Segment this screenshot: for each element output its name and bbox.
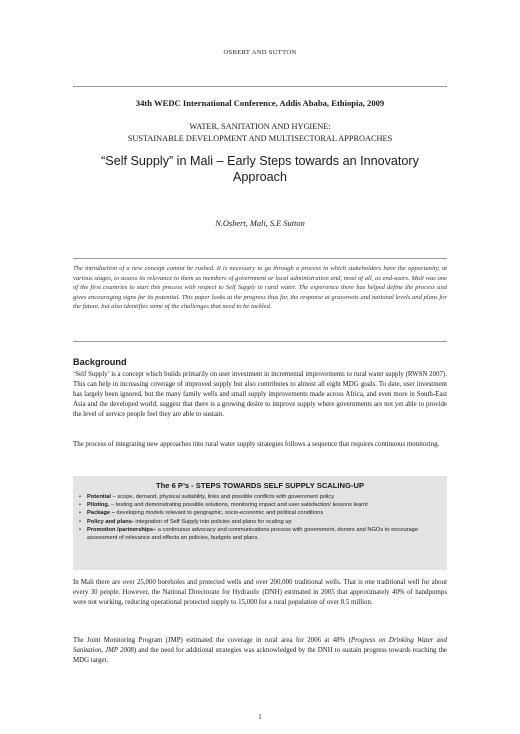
paper-title-line2: Approach [233, 170, 287, 184]
conference-theme-line1: WATER, SANITATION AND HYGIENE: [189, 122, 331, 131]
bullet-icon: • [79, 494, 81, 500]
page-number: 1 [258, 713, 262, 721]
paper-title-line1: “Self Supply” in Mali – Early Steps towards an Innovatory [101, 154, 419, 168]
list-item-term: Promotion /partnerships– [87, 526, 157, 533]
list-item-term: Potential [87, 494, 112, 500]
list-item [79, 501, 441, 509]
background-paragraph-1: ‘Self Supply’ is a concept which builds primarily on user investment in incremental improvements to rural water supply (RWSN 2007). This can help in increasing coverage of improved supply but also contributes to almost all eight MDG goals. To date, user investment has largely been ignored, but the many family wells and small supply improvements made across Africa, and even more in South-East Asia and the developed world, suggest that there is a growing desire to improve supply where governments are not yet able to provide the level of service people feel they are able to sustain. [73, 371, 447, 418]
six-ps-list [73, 493, 447, 542]
jmp-report-citation: Progress on Drinking Water and Sanitation, JMP 2008 [73, 637, 447, 654]
bullet-icon: • [79, 518, 81, 525]
list-item-term: Policy and plans- [87, 518, 134, 525]
bullet-icon: • [79, 510, 81, 517]
body-paragraph-4-end: ) and the need for additional strategies was acknowledged by the DNH to sustain progress towards reaching the MDG target. [73, 646, 447, 664]
header-rule [73, 86, 447, 87]
paper-authors: N.Osbert, Mali, S.E Sutton [215, 219, 305, 228]
bullet-icon: • [79, 526, 81, 533]
paper-title [60, 153, 460, 185]
list-item [79, 509, 441, 517]
conference-name: 34th WEDC International Conference, Addis Ababa, Ethiopia, 2009 [135, 98, 385, 108]
body-paragraph-3: In Mali there are over 25,000 boreholes and protected wells and over 200,000 traditional wells. That is one traditional well for about every 30 people. However, the National Directorate for Hydraulic (DNH) estimated in 2005 that approximately 40% of handpumps were not working, reducing operational protected supply to 15,000 for a rural population of over 8.5 million. [73, 579, 447, 606]
list-item [79, 493, 441, 501]
list-item-text: integration of Self Supply into policies and plans for scaling up [133, 518, 292, 525]
list-item-text: developing models relevant to geographic, socio-economic and political conditions [114, 510, 324, 517]
list-item-term: Piloting. [87, 502, 110, 509]
list-item-text: – scope, demand, physical suitability, links and possible conflicts with government policy [111, 494, 335, 500]
abstract-text: The introduction of a new concept cannot be rushed. It is necessary to go through a process in which stakeholders have the opportunity, at various stages, to assess its relevance to them as members of government or local administration and, most of all, as end-users. Mali was one of the first countries to start this process with respect to Self Supply in rural water. The experience there has helped define the process and gives encouraging signs for its potential. This paper looks at the progress thus far, the response at grassroots and national levels and plans for the future, but also identifies some of the challenges that need to be tackled. [73, 265, 447, 311]
bullet-icon: • [79, 502, 81, 509]
abstract-bottom-rule [73, 341, 447, 342]
six-ps-box-title: The 6 P’s - STEPS TOWARDS SELF SUPPLY SCALING-UP [155, 481, 365, 490]
body-paragraph-4 [73, 636, 447, 666]
conference-theme-line2: SUSTAINABLE DEVELOPMENT AND MULTISECTORAL APPROACHES [127, 134, 393, 143]
list-item-text: a continuous advocacy and communications process with government, donors and NGOs to encourage assessment of relevance and effects on policies, budgets and plans. [87, 526, 418, 542]
body-paragraph-4-start: The Joint Monitoring Program (JMP) estimated the coverage in rural area for 2006 at 48% ( [73, 637, 351, 644]
list-item-term: Package – [87, 510, 115, 517]
running-header: OSBERT AND SUTTON [223, 49, 297, 56]
list-item-text: – testing and demonstrating possible solutions, monitoring impact and user satisfaction/ lessons learnt [109, 502, 368, 509]
list-item [79, 526, 441, 542]
six-ps-box [73, 476, 447, 570]
background-paragraph-2: The process of integrating new approaches into rural water supply strategies follows a sequence that requires continuous monitoring. [73, 441, 440, 448]
list-item [79, 518, 441, 526]
section-heading-background: Background [73, 357, 127, 367]
abstract-top-rule [73, 258, 447, 259]
